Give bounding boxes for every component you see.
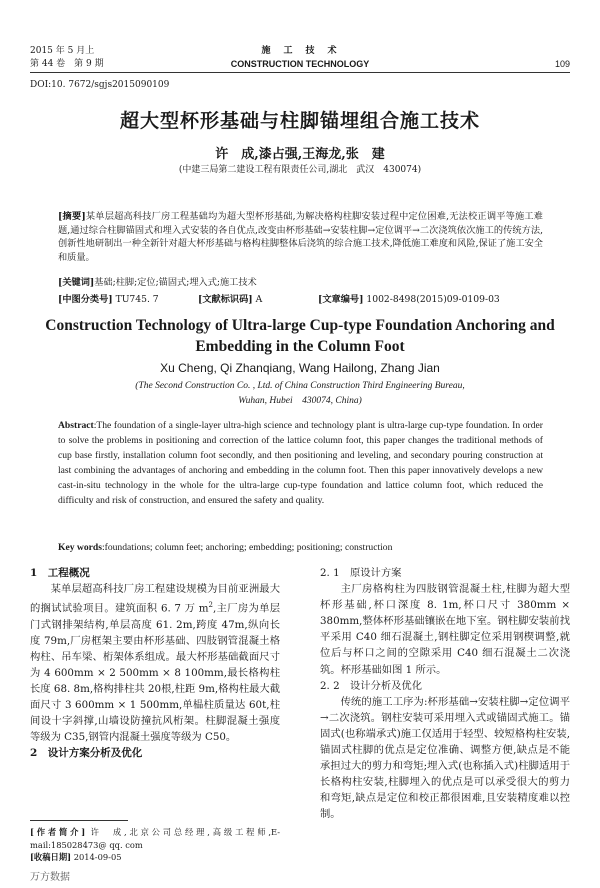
abstract-en-text: :The foundation of a single-layer ultra-high science and technology plant is ultra-large cup-type foundation. In order to solve the problems in positioning and correction of the lattice column foot, this paper changes the traditional methods of cup base firstly, installation column foot secondly, and then positioning and leveling, and secondary pouring construction at last combining the advantages of anchoring and embedding in the column foot. Then this paper innovatively develops a new cast-in-situ technology in the whole for the ultra-large cup-type foundation and lattice column foot, which reduced the difficulty and risk of construction, and ensured the safety and quality. [58, 420, 543, 507]
section-1-body-sup: 2 [208, 601, 214, 610]
footnote-author-text: 许 成,北京公司总经理,高级工程师,E-mail:185028473@ qq. com [30, 827, 280, 850]
footnote [30, 826, 280, 864]
abstract-cn [58, 210, 543, 264]
title-cn: 超大型杯形基础与柱脚锚埋组合施工技术 [119, 110, 480, 132]
clc-label: [中图分类号] [58, 294, 113, 305]
watermark: 万方数据 [30, 872, 70, 883]
header-date: 2015 年 5 月上 [30, 46, 95, 56]
section-2-1-body: 主厂房格构柱为四肢钢管混凝土柱,柱脚为超大型杯形基础,杯口深度 8. 1m,杯口尺寸 380mm × 380mm,整体杯形基础镶嵌在地下室。钢柱脚安装前找平采用 C40 细石混凝土,钢柱脚定位采用钢楔调整,就位后与杯口之间的空隙采用 C40 细石混凝土二次浇筑。杯形基础如图 1 所示。 [320, 583, 570, 676]
abstract-cn-text: 某单层超高科技厂房工程基础均为超大型杯形基础,为解决格构柱脚安装过程中定位困难,无法校正调平等施工难题,通过综合柱脚锚固式和埋入式安装的各自优点,改变由杯形基础→安装柱脚→定位调平→二次浇筑依次施工的传统方法,创新性地研制出一种全新针对超大杯形基础与格构柱脚整体后浇筑的综合施工技术,降低施工难度和风险,保证了施工安全和质量。 [58, 211, 543, 263]
title-en: Construction Technology of Ultra-large Cup-type Foundation Anchoring and Embedding in the Column Foot [45, 317, 555, 355]
doc-value: A [255, 294, 263, 305]
clc-value: TU745. 7 [115, 294, 159, 305]
section-1-heading: 1 工程概况 [30, 567, 90, 579]
article-value: 1002-8498(2015)09-0109-03 [366, 294, 500, 305]
footnote-author-label: [作者简介] [30, 827, 86, 837]
section-2-2-heading: 2. 2 设计分析及优化 [320, 679, 423, 692]
footnote-rule [30, 820, 128, 821]
header-journal-cn: 施 工 技 术 [261, 46, 339, 56]
section-1-body [30, 581, 280, 745]
footnote-author [30, 826, 280, 851]
abstract-cn-label: [摘要] [58, 211, 86, 222]
affiliation-en-line2: Wuhan, Hubei 430074, China) [238, 396, 362, 406]
affiliation-en-line1: (The Second Construction Co. , Ltd. of China Construction Third Engineering Bureau, [135, 381, 465, 391]
clc-number [58, 291, 159, 305]
doi: DOI:10. 7672/sgjs2015090109 [30, 80, 170, 90]
keywords-cn [58, 276, 543, 290]
doc-label: [文献标识码] [198, 294, 253, 305]
section-2-1-heading: 2. 1 原设计方案 [320, 567, 402, 579]
document-code [198, 291, 262, 305]
keywords-cn-label: [关键词] [58, 277, 95, 288]
article-number [318, 291, 500, 305]
keywords-en-label: Key words [58, 542, 102, 553]
abstract-en [58, 418, 543, 509]
section-2-heading: 2 设计方案分析及优化 [30, 747, 143, 760]
section-2-2-body: 传统的施工工序为:杯形基础→安装柱脚→定位调平→二次浇筑。钢柱安装可采用埋入式或锚固式施工。锚固式(也称端承式)施工仅适用于轻型、较短格构柱安装,锚固式柱脚的优点是定位准确、调整方便,缺点是不能承担过大的剪力和弯矩;埋入式(也称插入式)柱脚适用于长格构柱安装,柱脚埋入的优点是可以承受很大的剪力和弯矩,缺点是定位和校正都很困难,且安装精度难以控制。 [320, 695, 570, 821]
section-1-body-b: ,主厂房为单层门式钢排架结构,单层高度 61. 2m,跨度 47m,纵向长度 79m,厂房框架主要由杯形基础、四肢钢管混凝土格构柱、吊车梁、桁架体系组成。最大杯形基础截面尺寸为 4 600mm × 2 500mm × 8 100mm,最长格构柱长度 68. 8m,格构排柱共 20根,柱距 9m,格构柱最大截面尺寸 3 600mm × 1 500mm,单榀柱质量达 60t,柱间设十字斜撑,山墙设防撞抗风桁架。柱脚混凝土强度等级为 C35,钢管内混凝土强度等级为 C50。 [30, 602, 280, 744]
page-number: 109 [554, 59, 570, 69]
keywords-en-text: :foundations; column feet; anchoring; embedding; positioning; construction [101, 542, 393, 553]
authors-en: Xu Cheng, Qi Zhanqiang, Wang Hailong, Zhang Jian [160, 361, 440, 375]
affiliation-cn: (中建三局第二建设工程有限责任公司,湖北 武汉 430074) [178, 165, 422, 175]
keywords-cn-text: 基础;柱脚;定位;锚固式;埋入式;施工技术 [94, 277, 257, 288]
section-1-body-a: 某单层超高科技厂房工程建设规模为目前亚洲最大的搁试试验项目。建筑面积 6. 7 万 m [30, 583, 280, 615]
header-journal-en: CONSTRUCTION TECHNOLOGY [230, 59, 370, 69]
footnote-received [30, 851, 280, 864]
abstract-en-label: Abstract [58, 420, 94, 431]
right-column [320, 565, 570, 823]
left-column [30, 565, 280, 762]
authors-cn: 许 成,漆占强,王海龙,张 建 [215, 147, 385, 162]
header-volume: 第 44 卷 第 9 期 [30, 59, 104, 69]
footnote-received-text: 2014-09-05 [73, 852, 122, 862]
footnote-received-label: [收稿日期] [30, 852, 72, 862]
keywords-en [58, 540, 543, 555]
header-rule [30, 72, 570, 73]
article-label: [文章编号] [318, 294, 364, 305]
